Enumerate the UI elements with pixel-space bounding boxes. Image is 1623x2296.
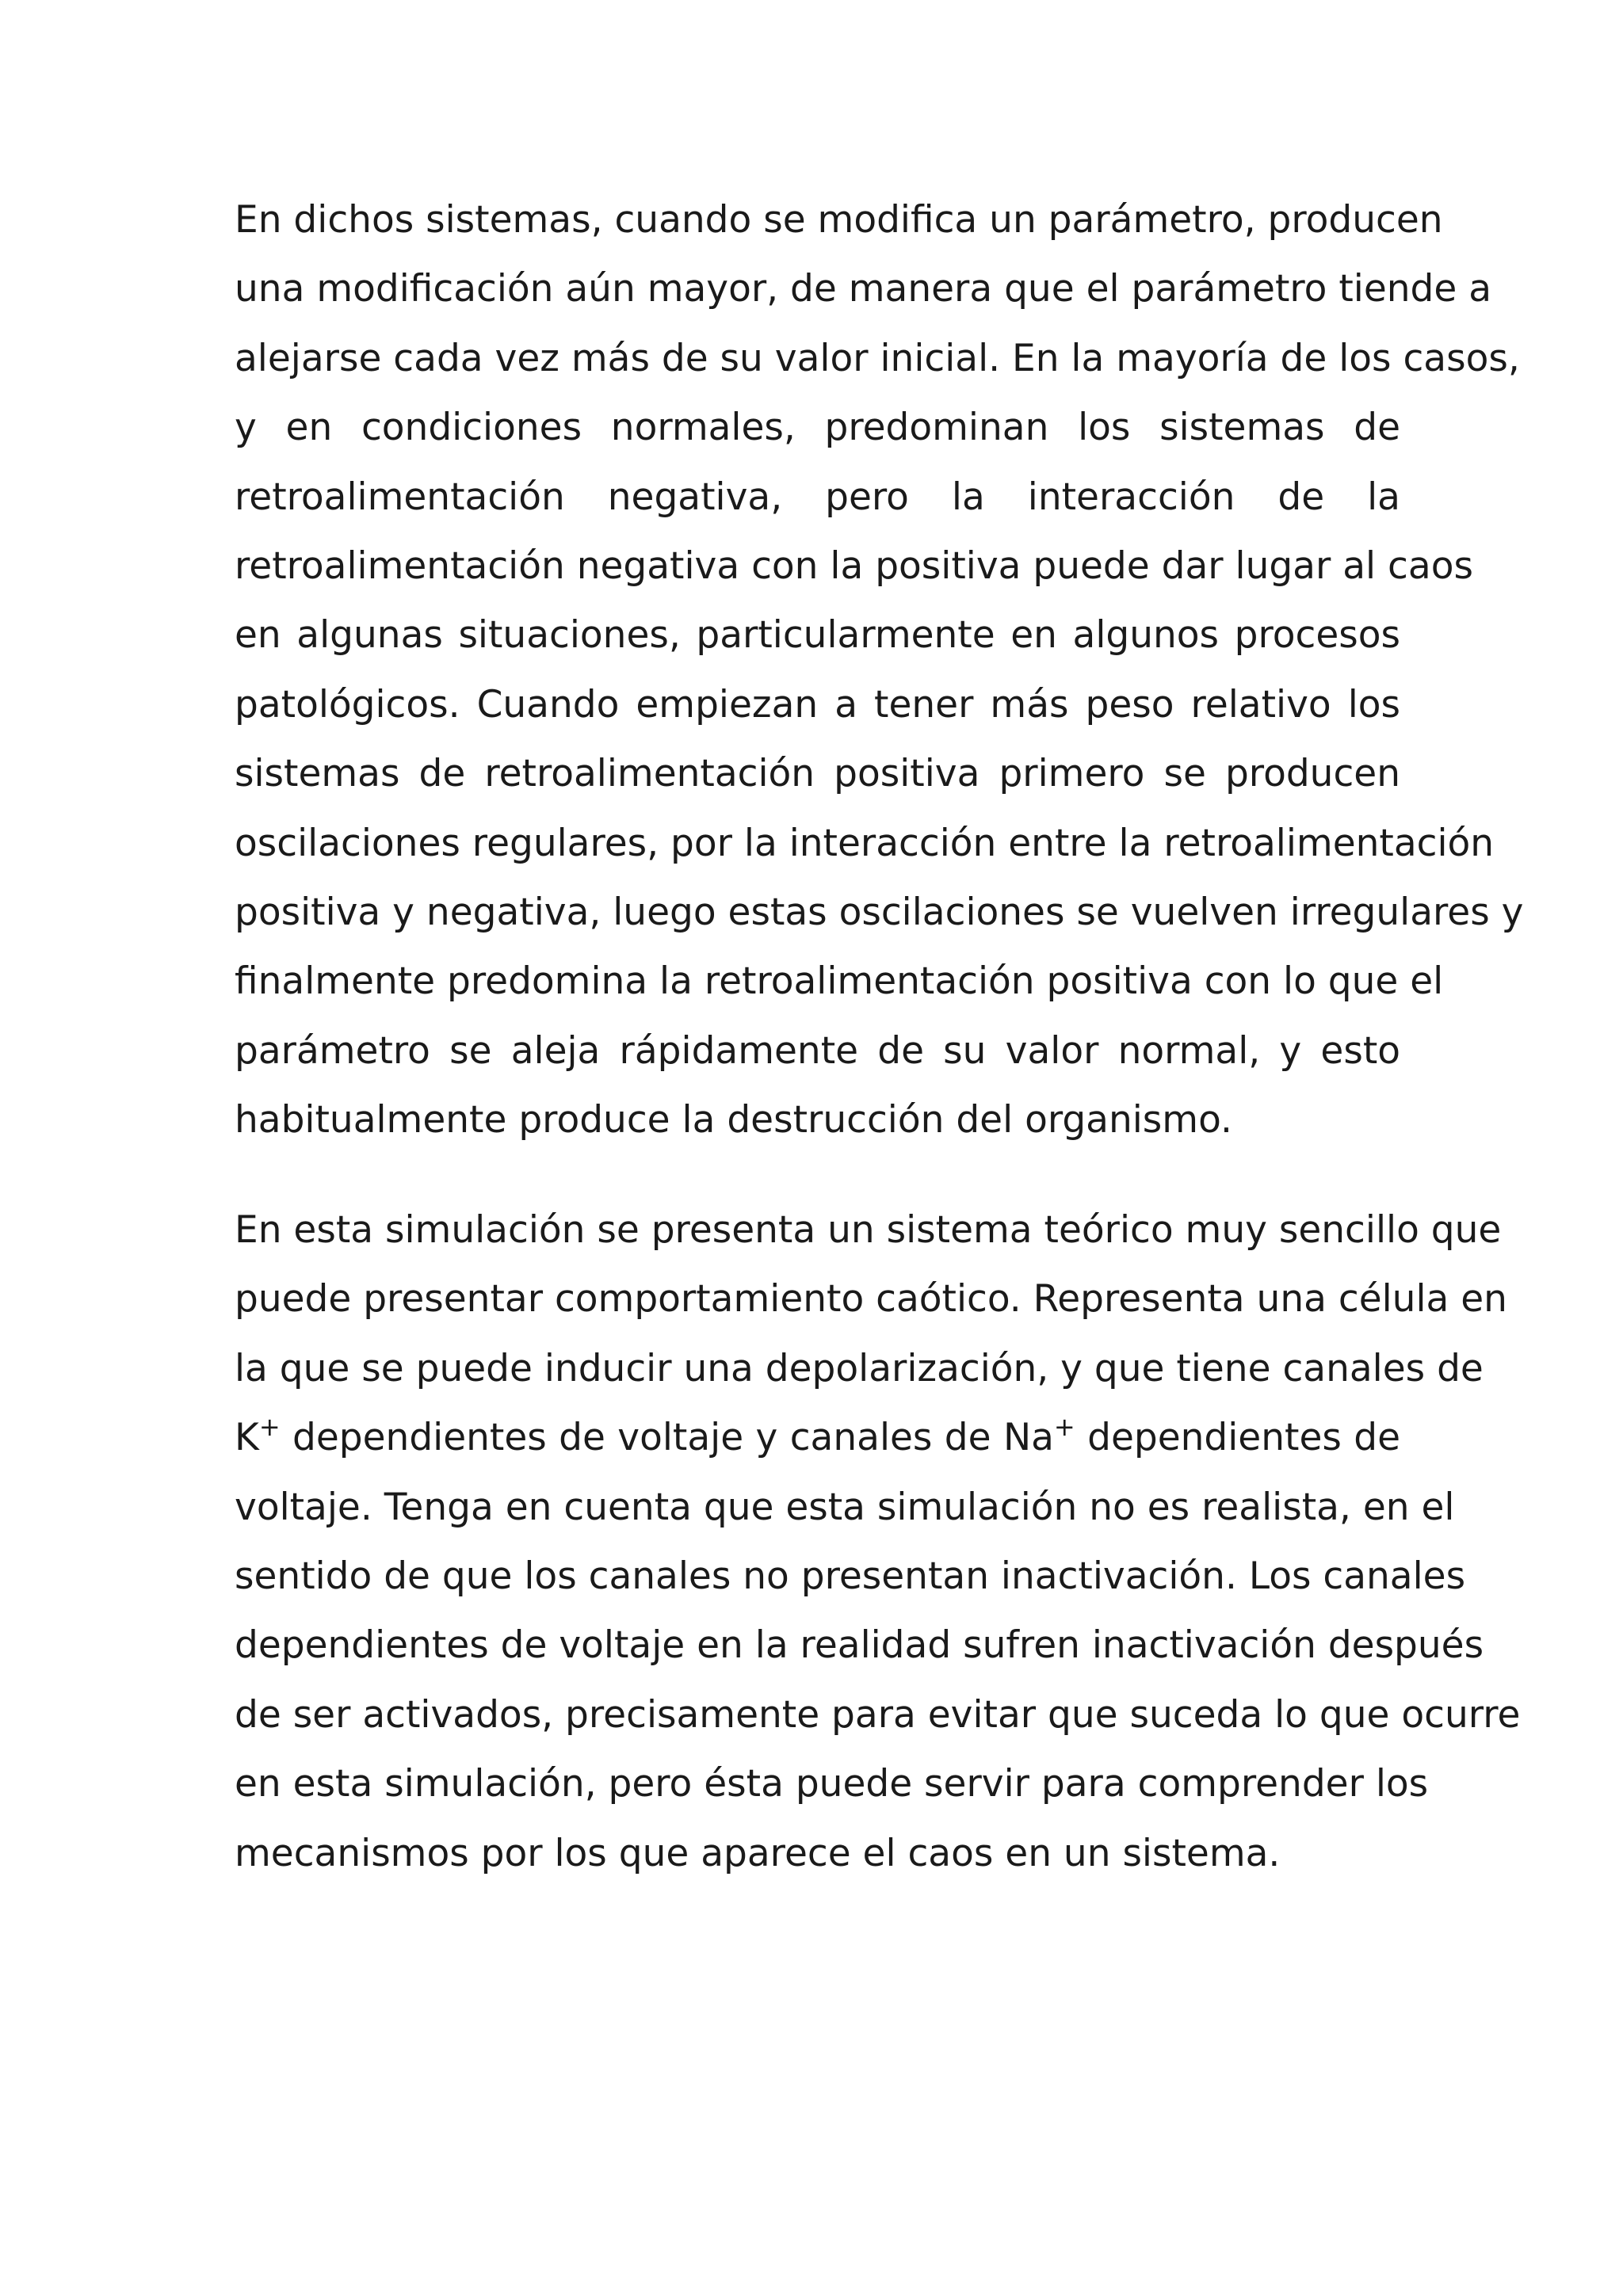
text-line-last: habitualmente produce la destrucción del organismo. (235, 1098, 1232, 1142)
text-line: sistemas de retroalimentación positiva primero se producen (235, 752, 1400, 796)
text-line: retroalimentación negativa, pero la interacción de la (235, 475, 1400, 519)
text-line: dependientes de voltaje en la realidad sufren inactivación después (235, 1623, 1484, 1668)
text-line: la que se puede inducir una depolarización, y que tiene canales de (235, 1346, 1484, 1390)
text-line-ions (235, 1403, 1400, 1472)
text-line: finalmente predomina la retroalimentación positiva con lo que el (235, 959, 1444, 1004)
paragraph-feedback-systems (235, 185, 1524, 1154)
paragraph-simulation-description (235, 1196, 1521, 1888)
text-line: oscilaciones regulares, por la interacción entre la retroalimentación (235, 821, 1495, 865)
text-line: en esta simulación, pero ésta puede servir para comprender los (235, 1762, 1429, 1806)
text-fragment: dependientes de voltaje y canales de (280, 1416, 1003, 1460)
text-line: patológicos. Cuando empiezan a tener más peso relativo los (235, 682, 1400, 727)
text-line: alejarse cada vez más de su valor inicial. En la mayoría de los casos, (235, 336, 1520, 380)
text-line: en algunas situaciones, particularmente en algunos procesos (235, 613, 1400, 658)
text-line: una modificación aún mayor, de manera que el parámetro tiende a (235, 267, 1492, 311)
potassium-charge: + (258, 1412, 281, 1443)
text-line: y en condiciones normales, predominan los sistemas de (235, 406, 1400, 450)
potassium-symbol: K (235, 1416, 259, 1460)
text-line: puede presentar comportamiento caótico. Representa una célula en (235, 1277, 1507, 1322)
sodium-symbol: Na (1002, 1416, 1054, 1460)
text-line: retroalimentación negativa con la positiva puede dar lugar al caos (235, 543, 1473, 588)
text-line: sentido de que los canales no presentan inactivación. Los canales (235, 1554, 1466, 1598)
text-line: parámetro se aleja rápidamente de su valor normal, y esto (235, 1028, 1400, 1073)
text-line: de ser activados, precisamente para evitar que suceda lo que ocurre (235, 1692, 1521, 1737)
text-line: positiva y negativa, luego estas oscilaciones se vuelven irregulares y (235, 890, 1524, 934)
text-line: En dichos sistemas, cuando se modifica un parámetro, producen (235, 198, 1443, 242)
text-line: voltaje. Tenga en cuenta que esta simulación no es realista, en el (235, 1485, 1455, 1529)
text-line-last: mecanismos por los que aparece el caos en un sistema. (235, 1831, 1281, 1875)
text-fragment: dependientes de (1075, 1416, 1400, 1460)
text-line: En esta simulación se presenta un sistema teórico muy sencillo que (235, 1208, 1502, 1252)
sodium-charge: + (1053, 1412, 1075, 1443)
